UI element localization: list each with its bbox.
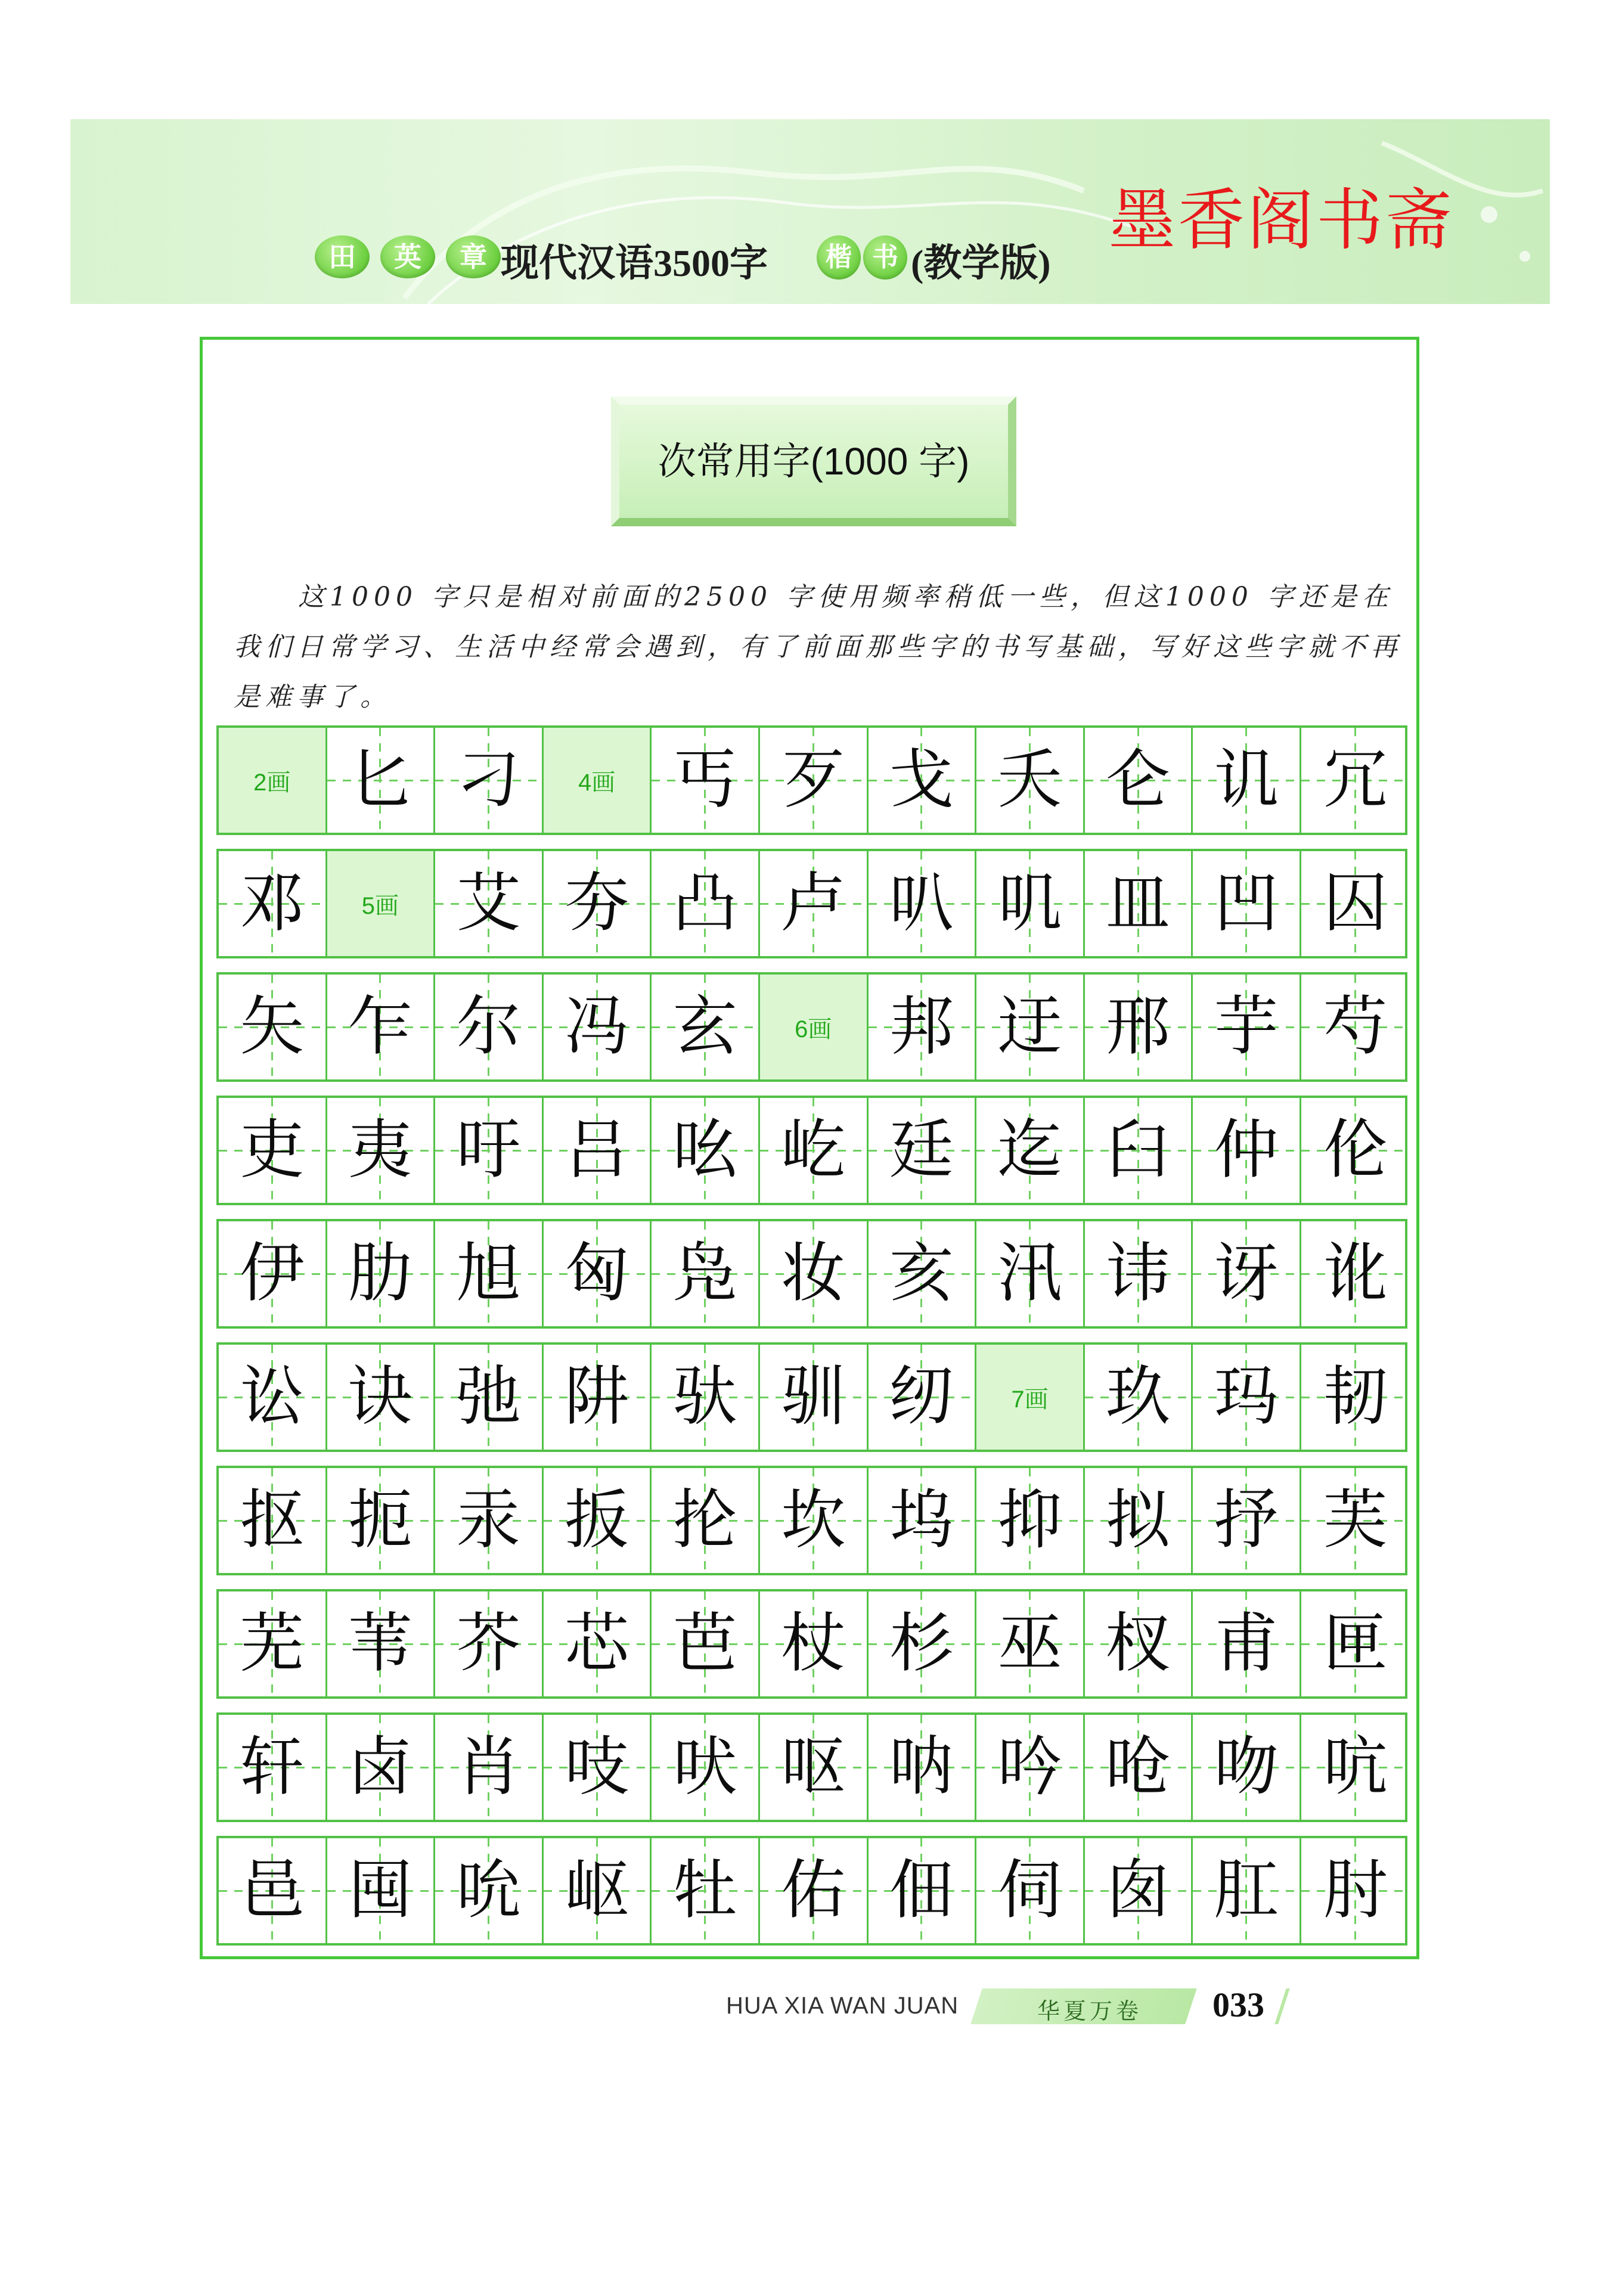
character-cell bbox=[327, 1715, 436, 1820]
character: 呐 bbox=[889, 1730, 954, 1804]
character: 拟 bbox=[1106, 1483, 1171, 1557]
character-cell bbox=[1301, 1591, 1410, 1696]
character: 芋 bbox=[1214, 989, 1279, 1064]
watermark: 墨香阁书斋 bbox=[1109, 182, 1454, 259]
character: 玖 bbox=[1106, 1360, 1171, 1434]
character: 抑 bbox=[997, 1483, 1062, 1557]
character-cell bbox=[760, 1591, 869, 1696]
page-slash-decoration bbox=[1274, 1988, 1289, 2024]
character-cell bbox=[1193, 1838, 1301, 1943]
character-cell bbox=[652, 1098, 760, 1203]
character: 诀 bbox=[348, 1360, 413, 1434]
character-cell bbox=[760, 1468, 869, 1573]
character: 纫 bbox=[889, 1360, 954, 1434]
character: 讥 bbox=[1214, 743, 1279, 817]
stroke-count-label: 4画 bbox=[578, 769, 616, 796]
character: 刁 bbox=[456, 743, 521, 817]
character-cell bbox=[976, 1591, 1085, 1696]
character: 汞 bbox=[456, 1483, 521, 1557]
character-cell bbox=[652, 1591, 760, 1696]
character: 凫 bbox=[672, 1236, 737, 1311]
character-cell bbox=[435, 1838, 544, 1943]
character-cell bbox=[544, 1345, 652, 1450]
brand-char: 英 bbox=[380, 235, 435, 278]
character: 歹 bbox=[781, 743, 846, 817]
brand-char: 田 bbox=[315, 235, 370, 278]
character-cell bbox=[652, 851, 760, 956]
character-cell bbox=[219, 1591, 327, 1696]
character: 乍 bbox=[348, 989, 413, 1064]
stroke-count-cell bbox=[327, 851, 436, 956]
character-cell bbox=[219, 1098, 327, 1203]
character-cell bbox=[760, 1098, 869, 1203]
character-cell bbox=[976, 728, 1085, 833]
character-cell bbox=[976, 975, 1085, 1079]
character: 芭 bbox=[672, 1606, 737, 1681]
character-cell bbox=[435, 1715, 544, 1820]
character: 凸 bbox=[672, 866, 737, 941]
grid-row bbox=[216, 1589, 1407, 1699]
character: 矢 bbox=[240, 989, 305, 1064]
character: 仑 bbox=[1106, 743, 1171, 817]
character-cell bbox=[869, 975, 977, 1079]
character: 艾 bbox=[456, 866, 521, 941]
character: 芍 bbox=[1323, 989, 1388, 1064]
character: 杖 bbox=[781, 1606, 846, 1681]
character: 吁 bbox=[456, 1113, 521, 1187]
stroke-count-cell bbox=[976, 1345, 1085, 1450]
character: 夷 bbox=[348, 1113, 413, 1187]
character-cell bbox=[760, 728, 869, 833]
stroke-count-label: 7画 bbox=[1011, 1386, 1049, 1413]
character-cell bbox=[219, 1345, 327, 1450]
character: 廷 bbox=[889, 1113, 954, 1187]
character: 玛 bbox=[1214, 1360, 1279, 1434]
grid-row bbox=[216, 725, 1407, 835]
character-cell bbox=[1301, 1715, 1410, 1820]
character: 邢 bbox=[1106, 989, 1171, 1064]
character-cell bbox=[1085, 1221, 1193, 1326]
character-cell bbox=[327, 1591, 436, 1696]
character-cell bbox=[1085, 975, 1193, 1079]
character-cell bbox=[544, 1591, 652, 1696]
character: 叭 bbox=[889, 866, 954, 941]
grid-row bbox=[216, 1466, 1407, 1575]
character-cell bbox=[435, 1345, 544, 1450]
character-cell bbox=[435, 851, 544, 956]
character-cell bbox=[327, 1468, 436, 1573]
character-cell bbox=[1085, 1838, 1193, 1943]
character: 丐 bbox=[672, 743, 737, 817]
character: 牡 bbox=[672, 1853, 737, 1928]
character-cell bbox=[976, 1468, 1085, 1573]
character: 讹 bbox=[1323, 1236, 1388, 1311]
character-cell bbox=[1085, 1098, 1193, 1203]
character: 吕 bbox=[565, 1113, 629, 1187]
character: 戈 bbox=[889, 743, 954, 817]
character: 凹 bbox=[1214, 866, 1279, 941]
character: 夯 bbox=[565, 866, 629, 941]
character: 讼 bbox=[240, 1360, 305, 1434]
character-cell bbox=[544, 851, 652, 956]
character-cell bbox=[760, 1715, 869, 1820]
character: 伊 bbox=[240, 1236, 305, 1311]
style-char: 书 bbox=[863, 235, 907, 280]
character-cell bbox=[219, 1468, 327, 1573]
character-cell bbox=[652, 1345, 760, 1450]
character: 芥 bbox=[456, 1606, 521, 1681]
intro-paragraph: 这1000 字只是相对前面的2500 字使用频率稍低一些，但这1000 字还是在我们日常学习、生活中经常会遇到，有了前面那些字的书写基础，写好这些字就不再是难事了。 bbox=[234, 582, 1403, 712]
character-cell bbox=[1085, 1468, 1193, 1573]
character: 囱 bbox=[1106, 1853, 1171, 1928]
character-cell bbox=[869, 728, 977, 833]
character: 仲 bbox=[1214, 1113, 1279, 1187]
character-cell bbox=[869, 1098, 977, 1203]
character: 旭 bbox=[456, 1236, 521, 1311]
character-cell bbox=[976, 1838, 1085, 1943]
character-cell bbox=[869, 1345, 977, 1450]
character-cell bbox=[544, 1838, 652, 1943]
character: 佃 bbox=[889, 1853, 954, 1928]
character-cell bbox=[435, 975, 544, 1079]
character-cell bbox=[544, 1715, 652, 1820]
character: 甫 bbox=[1214, 1606, 1279, 1681]
character: 囤 bbox=[348, 1853, 413, 1928]
character-cell bbox=[1301, 1221, 1410, 1326]
character-cell bbox=[1085, 1715, 1193, 1820]
character-cell bbox=[544, 975, 652, 1079]
character: 吭 bbox=[1323, 1730, 1388, 1804]
character: 吏 bbox=[240, 1113, 305, 1187]
character-cell bbox=[869, 851, 977, 956]
character-cell bbox=[760, 1838, 869, 1943]
grid-row bbox=[216, 972, 1407, 1082]
character-cell bbox=[760, 851, 869, 956]
character: 弛 bbox=[456, 1360, 521, 1434]
grid-row bbox=[216, 1836, 1407, 1946]
stroke-count-label: 5画 bbox=[361, 892, 399, 919]
character: 玄 bbox=[672, 989, 737, 1064]
character-cell bbox=[652, 1715, 760, 1820]
character: 芯 bbox=[565, 1606, 629, 1681]
character-cell bbox=[544, 1468, 652, 1573]
character: 吻 bbox=[1214, 1730, 1279, 1804]
character: 吱 bbox=[565, 1730, 629, 1804]
character-cell bbox=[869, 1838, 977, 1943]
character: 杈 bbox=[1106, 1606, 1171, 1681]
character-cell bbox=[1301, 728, 1410, 833]
character-cell bbox=[976, 851, 1085, 956]
character-cell bbox=[652, 1838, 760, 1943]
character: 邦 bbox=[889, 989, 954, 1064]
character: 韧 bbox=[1323, 1360, 1388, 1434]
character: 迂 bbox=[997, 989, 1062, 1064]
character: 邑 bbox=[240, 1853, 305, 1928]
character: 囚 bbox=[1323, 866, 1388, 941]
character: 迄 bbox=[997, 1113, 1062, 1187]
grid-row bbox=[216, 1712, 1407, 1822]
character: 吟 bbox=[997, 1730, 1062, 1804]
character: 讶 bbox=[1214, 1236, 1279, 1311]
stroke-count-label: 6画 bbox=[795, 1016, 832, 1042]
character-cell bbox=[435, 1221, 544, 1326]
character-grid bbox=[216, 725, 1407, 1959]
character-cell bbox=[435, 1098, 544, 1203]
brand-char: 章 bbox=[446, 235, 501, 278]
character: 扼 bbox=[348, 1483, 413, 1557]
character-cell bbox=[760, 1345, 869, 1450]
character: 抡 bbox=[672, 1483, 737, 1557]
character: 夭 bbox=[997, 743, 1062, 817]
character-cell bbox=[1301, 1838, 1410, 1943]
character: 肛 bbox=[1214, 1853, 1279, 1928]
character-cell bbox=[327, 1838, 436, 1943]
character: 轩 bbox=[240, 1730, 305, 1804]
page-number: 033 bbox=[1212, 1985, 1264, 2024]
character-cell bbox=[869, 1591, 977, 1696]
character: 芜 bbox=[240, 1606, 305, 1681]
character: 卤 bbox=[348, 1730, 413, 1804]
character: 芙 bbox=[1323, 1483, 1388, 1557]
character: 亥 bbox=[889, 1236, 954, 1311]
character: 叽 bbox=[997, 866, 1062, 941]
character: 妆 bbox=[781, 1236, 846, 1311]
character: 岖 bbox=[565, 1853, 629, 1928]
character: 汛 bbox=[997, 1236, 1062, 1311]
style-char: 楷 bbox=[817, 235, 861, 280]
character-cell bbox=[1193, 728, 1301, 833]
grid-row bbox=[216, 1342, 1407, 1452]
character-cell bbox=[544, 1221, 652, 1326]
character-cell bbox=[219, 1715, 327, 1820]
character-cell bbox=[1085, 1591, 1193, 1696]
character-cell bbox=[760, 1221, 869, 1326]
character: 尔 bbox=[456, 989, 521, 1064]
footer-series-cn: 华夏万卷 bbox=[1037, 1998, 1143, 2024]
character-cell bbox=[1193, 1715, 1301, 1820]
stroke-count-label: 2画 bbox=[253, 769, 291, 796]
grid-row bbox=[216, 849, 1407, 958]
character-cell bbox=[652, 1468, 760, 1573]
character-cell bbox=[327, 1345, 436, 1450]
character: 邓 bbox=[240, 866, 305, 941]
character-cell bbox=[1301, 1468, 1410, 1573]
character: 佑 bbox=[781, 1853, 846, 1928]
character-cell bbox=[869, 1221, 977, 1326]
character: 抒 bbox=[1214, 1483, 1279, 1557]
character-cell bbox=[976, 1098, 1085, 1203]
stroke-count-cell bbox=[544, 728, 652, 833]
character: 坞 bbox=[889, 1483, 954, 1557]
character-cell bbox=[652, 1221, 760, 1326]
stroke-count-cell bbox=[760, 975, 869, 1079]
character-cell bbox=[1085, 851, 1193, 956]
character: 冗 bbox=[1323, 743, 1388, 817]
grid-row bbox=[216, 1219, 1407, 1329]
character: 苇 bbox=[348, 1606, 413, 1681]
character-cell bbox=[544, 1098, 652, 1203]
character-cell bbox=[435, 1591, 544, 1696]
character: 巫 bbox=[997, 1606, 1062, 1681]
character: 皿 bbox=[1106, 866, 1171, 941]
character-cell bbox=[1301, 1098, 1410, 1203]
character: 肖 bbox=[456, 1730, 521, 1804]
character: 呛 bbox=[1106, 1730, 1171, 1804]
character: 匕 bbox=[348, 743, 413, 817]
character-cell bbox=[219, 1221, 327, 1326]
character-cell bbox=[1085, 1345, 1193, 1450]
script-style bbox=[817, 235, 907, 280]
character: 冯 bbox=[565, 989, 629, 1064]
character: 屹 bbox=[781, 1113, 846, 1187]
character: 驯 bbox=[781, 1360, 846, 1434]
character-cell bbox=[1193, 1098, 1301, 1203]
character-cell bbox=[1193, 1591, 1301, 1696]
character-cell bbox=[327, 1221, 436, 1326]
book-title: 现代汉语3500字 bbox=[501, 242, 768, 284]
character-cell bbox=[327, 975, 436, 1079]
character: 吮 bbox=[456, 1853, 521, 1928]
character: 吠 bbox=[672, 1730, 737, 1804]
character: 呕 bbox=[781, 1730, 846, 1804]
character: 坎 bbox=[781, 1483, 846, 1557]
character-cell bbox=[1193, 1468, 1301, 1573]
character-cell bbox=[219, 851, 327, 956]
character-cell bbox=[1301, 1345, 1410, 1450]
character-cell bbox=[1301, 975, 1410, 1079]
character-cell bbox=[1193, 975, 1301, 1079]
character-cell bbox=[219, 975, 327, 1079]
section-title: 次常用字(1000 字) bbox=[611, 396, 1016, 526]
character: 抠 bbox=[240, 1483, 305, 1557]
character-cell bbox=[1193, 851, 1301, 956]
character-cell bbox=[976, 1715, 1085, 1820]
character-cell bbox=[435, 1468, 544, 1573]
character-cell bbox=[976, 1221, 1085, 1326]
character-cell bbox=[869, 1468, 977, 1573]
character-cell bbox=[219, 1838, 327, 1943]
character-cell bbox=[1301, 851, 1410, 956]
character: 臼 bbox=[1106, 1113, 1171, 1187]
character: 讳 bbox=[1106, 1236, 1171, 1311]
character-cell bbox=[869, 1715, 977, 1820]
grid-row bbox=[216, 1096, 1407, 1205]
character-cell bbox=[1193, 1345, 1301, 1450]
character-cell bbox=[435, 728, 544, 833]
character-cell bbox=[652, 975, 760, 1079]
character: 匈 bbox=[565, 1236, 629, 1311]
character: 杉 bbox=[889, 1606, 954, 1681]
character-cell bbox=[1193, 1221, 1301, 1326]
character: 吆 bbox=[672, 1113, 737, 1187]
character: 扳 bbox=[565, 1483, 629, 1557]
character-cell bbox=[327, 728, 436, 833]
brand-name bbox=[315, 235, 501, 278]
character-cell bbox=[652, 728, 760, 833]
character: 卢 bbox=[781, 866, 846, 941]
character: 阱 bbox=[565, 1360, 629, 1434]
character: 匣 bbox=[1323, 1606, 1388, 1681]
stroke-count-cell bbox=[219, 728, 327, 833]
character-cell bbox=[327, 1098, 436, 1203]
footer-series-en: HUA XIA WAN JUAN bbox=[726, 1993, 959, 2019]
character: 肋 bbox=[348, 1236, 413, 1311]
edition-label: (教学版) bbox=[911, 242, 1051, 284]
character: 肘 bbox=[1323, 1853, 1388, 1928]
character: 伦 bbox=[1323, 1113, 1388, 1187]
character: 伺 bbox=[997, 1853, 1062, 1928]
character-cell bbox=[1085, 728, 1193, 833]
character: 驮 bbox=[672, 1360, 737, 1434]
